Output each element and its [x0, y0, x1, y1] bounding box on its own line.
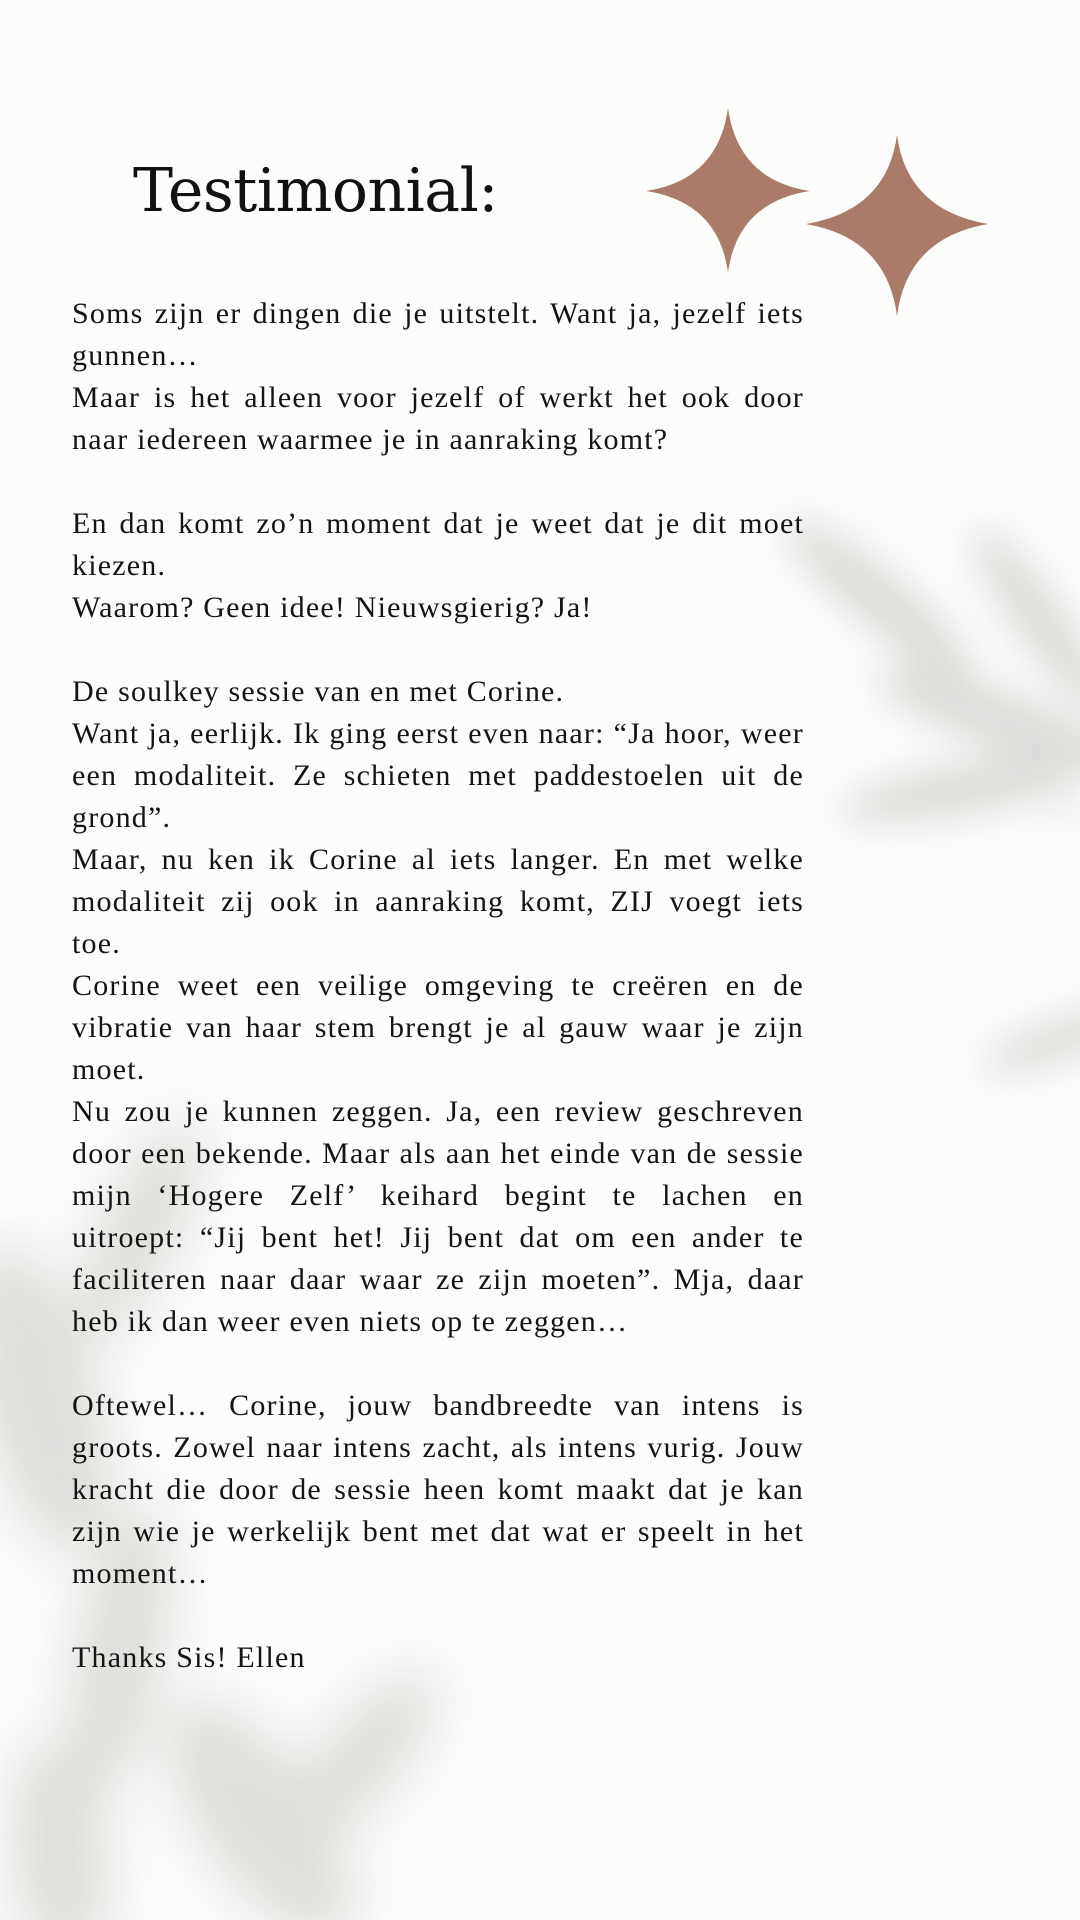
paragraph: Waarom? Geen idee! Nieuwsgierig? Ja!: [72, 591, 593, 624]
page-title: Testimonial:: [133, 156, 498, 226]
paragraph: Oftewel… Corine, jouw bandbreedte van intens is groots. Zowel naar intens zacht, als intens vurig. Jouw kracht die door de sessie heen komt maakt dat je kan zijn wie je werkelijk bent met dat wat er speelt in het moment…: [72, 1389, 804, 1590]
paragraph: Corine weet een veilige omgeving te creëren en de vibratie van haar stem brengt je al gauw waar je zijn moet.: [72, 969, 804, 1086]
paragraph: Want ja, eerlijk. Ik ging eerst even naar: “Ja hoor, weer een modaliteit. Ze schieten met paddestoelen uit de grond”.: [72, 717, 804, 834]
paragraph: Soms zijn er dingen die je uitstelt. Want ja, jezelf iets gunnen…: [72, 297, 804, 372]
testimonial-body: [72, 293, 804, 1679]
sparkle-icon: [806, 135, 988, 316]
paragraph: Nu zou je kunnen zeggen. Ja, een review geschreven door een bekende. Maar als aan het einde van de sessie mijn ‘Hogere Zelf’ keihard begint te lachen en uitroept: “Jij bent het! Jij bent dat om een ander te faciliteren naar daar waar ze zijn moeten”. Mja, daar heb ik dan weer even niets op te zeggen…: [72, 1095, 804, 1338]
paragraph: En dan komt zo’n moment dat je weet dat je dit moet kiezen.: [72, 507, 804, 582]
signature: Thanks Sis! Ellen: [72, 1641, 306, 1674]
paragraph: Maar is het alleen voor jezelf of werkt het ook door naar iedereen waarmee je in aanraking komt?: [72, 381, 804, 456]
sparkle-icon: [646, 108, 810, 272]
paragraph: De soulkey sessie van en met Corine.: [72, 675, 565, 708]
paragraph: Maar, nu ken ik Corine al iets langer. En met welke modaliteit zij ook in aanraking komt, ZIJ voegt iets toe.: [72, 843, 804, 960]
leaf-shadow-right: [770, 501, 1080, 1086]
